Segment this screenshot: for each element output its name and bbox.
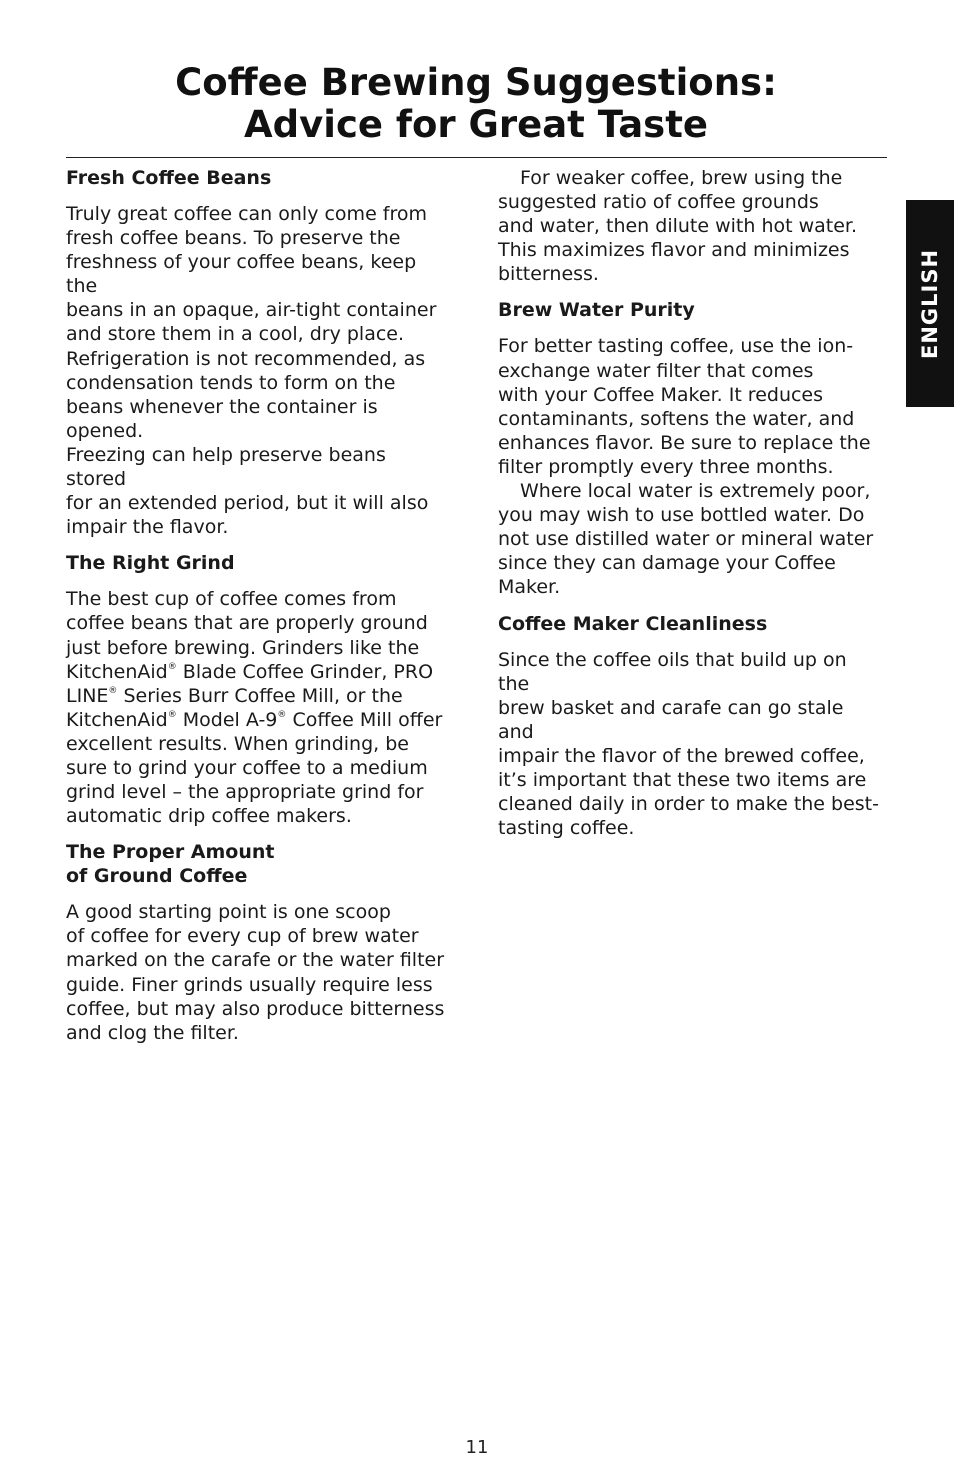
text-fragment: Coffee Mill offer	[286, 708, 443, 731]
page-title-line-2: Advice for Great Taste	[244, 103, 708, 146]
language-tab	[906, 200, 954, 407]
heading-line: of Ground Coffee	[66, 865, 248, 888]
left-column	[66, 166, 446, 1057]
text-line: coffee, but may also produce bitterness	[66, 997, 445, 1020]
text-line: cleaned daily in order to make the best-	[498, 793, 879, 816]
text-line: fresh coffee beans. To preserve the	[66, 227, 401, 250]
section-heading-fresh-coffee-beans: Fresh Coffee Beans	[66, 167, 272, 189]
text-line: impair the flavor.	[66, 516, 229, 539]
text-line: A good starting point is one scoop	[66, 901, 391, 924]
text-line: grind level – the appropriate grind for	[66, 781, 424, 804]
text-line: marked on the carafe or the water filter	[66, 949, 445, 972]
text-line: it’s important that these two items are	[498, 768, 867, 791]
section-heading-right-grind: The Right Grind	[66, 552, 235, 575]
text-line: just before brewing. Grinders like the	[66, 636, 420, 659]
text-line	[66, 708, 446, 732]
text-line: impair the flavor of the brewed coffee,	[498, 744, 865, 767]
text-fragment: Series Burr Coffee Mill, or the	[117, 684, 403, 707]
title-divider	[66, 157, 887, 158]
text-line: not use distilled water or mineral water	[498, 528, 874, 551]
registered-mark: ®	[277, 709, 287, 720]
text-line: For better tasting coffee, use the ion-	[498, 335, 854, 358]
text-line: suggested ratio of coffee grounds	[498, 191, 819, 214]
paragraph-weaker-coffee	[498, 166, 880, 286]
text-line: of coffee for every cup of brew water	[66, 925, 419, 948]
text-line: Freezing can help preserve beans stored	[66, 443, 386, 491]
text-line: Maker.	[498, 576, 561, 599]
text-line: Refrigeration is not recommended, as	[66, 347, 426, 370]
page-number: 11	[465, 1437, 489, 1458]
text-line: enhances flavor. Be sure to replace the	[498, 431, 871, 454]
text-fragment: Blade Coffee Grinder, PRO	[176, 660, 434, 683]
paragraph-right-grind	[66, 587, 446, 828]
text-line: Truly great coffee can only come from	[66, 203, 428, 225]
text-line: beans in an opaque, air-tight container	[66, 299, 437, 322]
page-title	[66, 62, 886, 146]
registered-mark: ®	[167, 709, 177, 720]
text-line: The best cup of coffee comes from	[66, 588, 397, 611]
paragraph-proper-amount	[66, 900, 446, 1045]
text-line	[66, 684, 446, 708]
paragraph-fresh-coffee-beans	[66, 202, 446, 539]
text-line: For weaker coffee, brew using the	[520, 167, 843, 189]
text-line: automatic drip coffee makers.	[66, 805, 352, 828]
text-line: and store them in a cool, dry place.	[66, 323, 405, 346]
text-line: beans whenever the container is opened.	[66, 395, 378, 442]
text-line	[66, 660, 446, 684]
text-line: excellent results. When grinding, be	[66, 732, 409, 755]
text-line: tasting coffee.	[498, 817, 635, 840]
text-line: coffee beans that are properly ground	[66, 612, 428, 635]
language-tab-label: ENGLISH	[918, 248, 942, 359]
registered-mark: ®	[167, 661, 177, 672]
text-line: since they can damage your Coffee	[498, 552, 836, 575]
text-line: freshness of your coffee beans, keep the	[66, 251, 417, 298]
page-title-line-1: Coffee Brewing Suggestions:	[175, 61, 777, 104]
registered-mark: ®	[108, 685, 118, 696]
right-column	[498, 166, 880, 852]
text-line: Where local water is extremely poor,	[520, 480, 871, 503]
section-heading-proper-amount	[66, 840, 446, 888]
heading-line: The Proper Amount	[66, 841, 275, 864]
text-line: filter promptly every three months.	[498, 455, 834, 478]
text-line: contaminants, softens the water, and	[498, 407, 855, 430]
text-fragment: Model A-9	[176, 708, 278, 731]
section-heading-coffee-maker-cleanliness: Coffee Maker Cleanliness	[498, 612, 768, 635]
text-line: and water, then dilute with hot water.	[498, 215, 858, 238]
text-line: with your Coffee Maker. It reduces	[498, 383, 824, 406]
paragraph-coffee-maker-cleanliness	[498, 648, 880, 841]
text-line: condensation tends to form on the	[66, 371, 396, 394]
brand-name: KitchenAid	[66, 660, 168, 683]
text-line: guide. Finer grinds usually require less	[66, 973, 433, 996]
text-line: bitterness.	[498, 263, 599, 286]
text-line: for an extended period, but it will also	[66, 492, 429, 515]
text-line: you may wish to use bottled water. Do	[498, 504, 865, 527]
brand-name: KitchenAid	[66, 708, 168, 731]
text-line: exchange water filter that comes	[498, 359, 814, 382]
brand-name: LINE	[66, 684, 109, 707]
section-heading-brew-water-purity: Brew Water Purity	[498, 299, 695, 322]
paragraph-brew-water-purity	[498, 334, 880, 599]
text-line: This maximizes flavor and minimizes	[498, 239, 850, 262]
text-line: brew basket and carafe can go stale and	[498, 696, 844, 743]
text-line: sure to grind your coffee to a medium	[66, 756, 428, 779]
text-line: Since the coffee oils that build up on the	[498, 648, 847, 695]
text-line: and clog the filter.	[66, 1021, 239, 1044]
